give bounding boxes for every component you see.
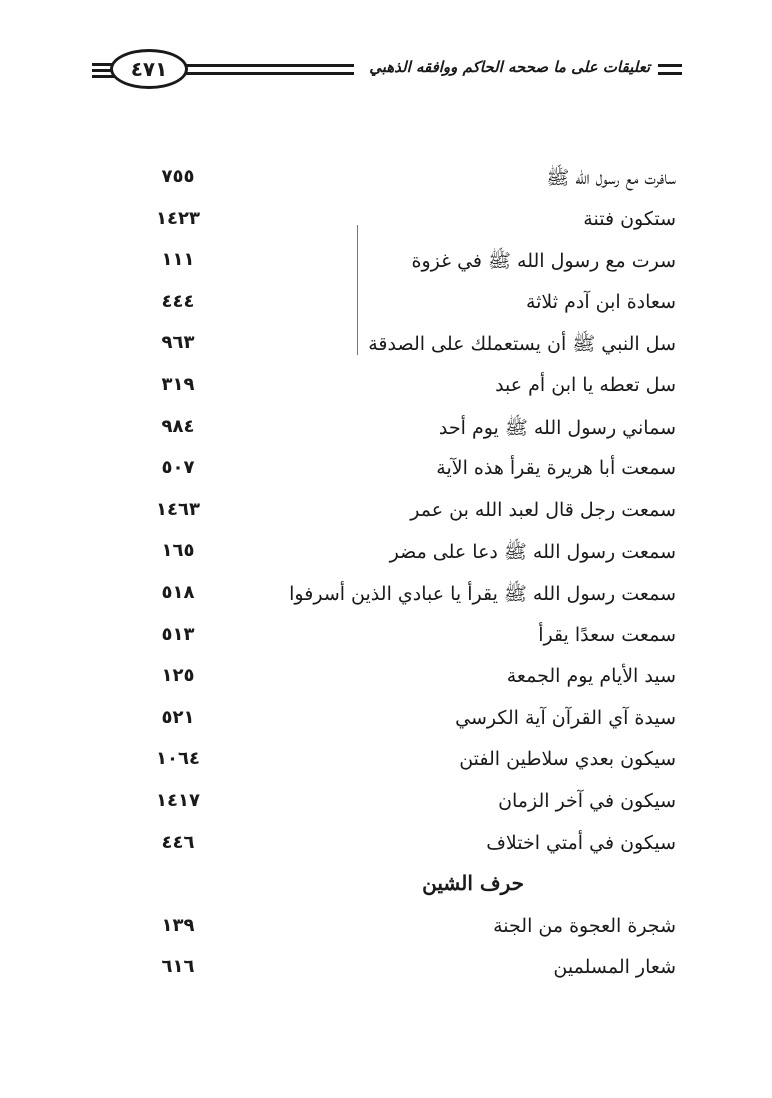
page-number: ٤٧١	[130, 57, 168, 81]
entry-text: ستكون فتنة	[583, 207, 676, 230]
entry-page-number: ٩٦٣	[161, 332, 195, 354]
entry-text: سل تعطه يا ابن أم عبد	[495, 373, 676, 396]
entry-page-number: ١١١	[161, 249, 195, 271]
index-entry	[0, 368, 772, 410]
entry-text: سمعت رسول الله ﷺ دعا على مضر	[389, 541, 676, 564]
entry-text: سمعت رجل قال لعبد الله بن عمر	[410, 498, 676, 521]
entry-text: سيكون في أمتي اختلاف	[486, 831, 676, 854]
entry-page-number: ٤٤٤	[161, 290, 195, 312]
entry-text: سافرت مع رسول الله ﷺ	[546, 167, 676, 189]
entry-text: شعار المسلمين	[553, 956, 676, 979]
header-rule-mid-1	[186, 64, 354, 67]
index-entry	[0, 784, 772, 826]
index-entry	[0, 576, 772, 618]
index-entry	[0, 742, 772, 784]
entry-page-number: ١٠٦٤	[156, 748, 200, 770]
index-entry	[0, 618, 772, 660]
section-heading: حرف الشين	[422, 871, 524, 896]
entry-text: سماني رسول الله ﷺ يوم أحد	[438, 416, 676, 439]
index-entry	[0, 826, 772, 868]
entry-page-number: ٥١٣	[161, 623, 195, 645]
entry-page-number: ١٦٥	[161, 540, 195, 562]
entry-page-number: ١٤٢٣	[156, 207, 200, 229]
entry-text: سيكون في آخر الزمان	[498, 789, 676, 812]
entry-page-number: ٧٥٥	[161, 166, 195, 187]
entry-text: سيدة آي القرآن آية الكرسي	[455, 706, 676, 729]
entry-text: سل النبي ﷺ أن يستعملك على الصدقة	[368, 333, 676, 356]
page-header	[0, 0, 772, 110]
index-entry	[0, 909, 772, 951]
index-entry	[0, 701, 772, 743]
index-entry	[0, 202, 772, 244]
header-rule-left-3	[92, 75, 114, 78]
entry-text: سمعت سعدًا يقرأ	[538, 623, 676, 646]
index-entry	[0, 410, 772, 452]
entry-page-number: ٦١٦	[161, 956, 195, 978]
entry-page-number: ١٤٦٣	[156, 498, 200, 520]
entry-page-number: ١٤١٧	[156, 789, 200, 811]
index-entry	[0, 285, 772, 327]
entry-page-number: ٥٠٧	[161, 457, 195, 479]
header-rule-mid-2	[186, 72, 354, 75]
index-entry	[0, 659, 772, 701]
index-entry	[0, 950, 772, 992]
entry-page-number: ١٢٥	[161, 665, 195, 687]
header-rule-right-2	[658, 72, 682, 75]
entry-page-number: ١٣٩	[161, 914, 195, 936]
entry-page-number: ٩٨٤	[161, 415, 195, 437]
header-rule-right-1	[658, 64, 682, 67]
section-heading-row	[0, 867, 772, 909]
entry-text: سمعت أبا هريرة يقرأ هذه الآية	[436, 457, 676, 480]
entry-text: سيد الأيام يوم الجمعة	[506, 665, 676, 688]
entry-page-number: ٣١٩	[161, 373, 195, 395]
index-entry	[0, 326, 772, 368]
index-entry	[0, 243, 772, 285]
index-entry	[0, 493, 772, 535]
entry-text: سرت مع رسول الله ﷺ في غزوة	[411, 250, 676, 273]
running-title: تعليقات على ما صححه الحاكم ووافقه الذهبي	[369, 58, 650, 76]
index-entry	[0, 534, 772, 576]
index-entry	[0, 451, 772, 493]
index-list	[0, 160, 772, 992]
entry-text: سيكون بعدي سلاطين الفتن	[459, 748, 676, 771]
page-number-oval	[110, 49, 188, 89]
entry-text: سعادة ابن آدم ثلاثة	[525, 290, 676, 313]
entry-text: سمعت رسول الله ﷺ يقرأ يا عبادي الذين أسرفوا	[289, 582, 676, 605]
index-entry	[0, 160, 772, 202]
entry-page-number: ٥٢١	[161, 706, 195, 728]
entry-page-number: ٥١٨	[161, 581, 195, 603]
entry-text: شجرة العجوة من الجنة	[493, 914, 676, 937]
entry-page-number: ٤٤٦	[161, 831, 195, 853]
